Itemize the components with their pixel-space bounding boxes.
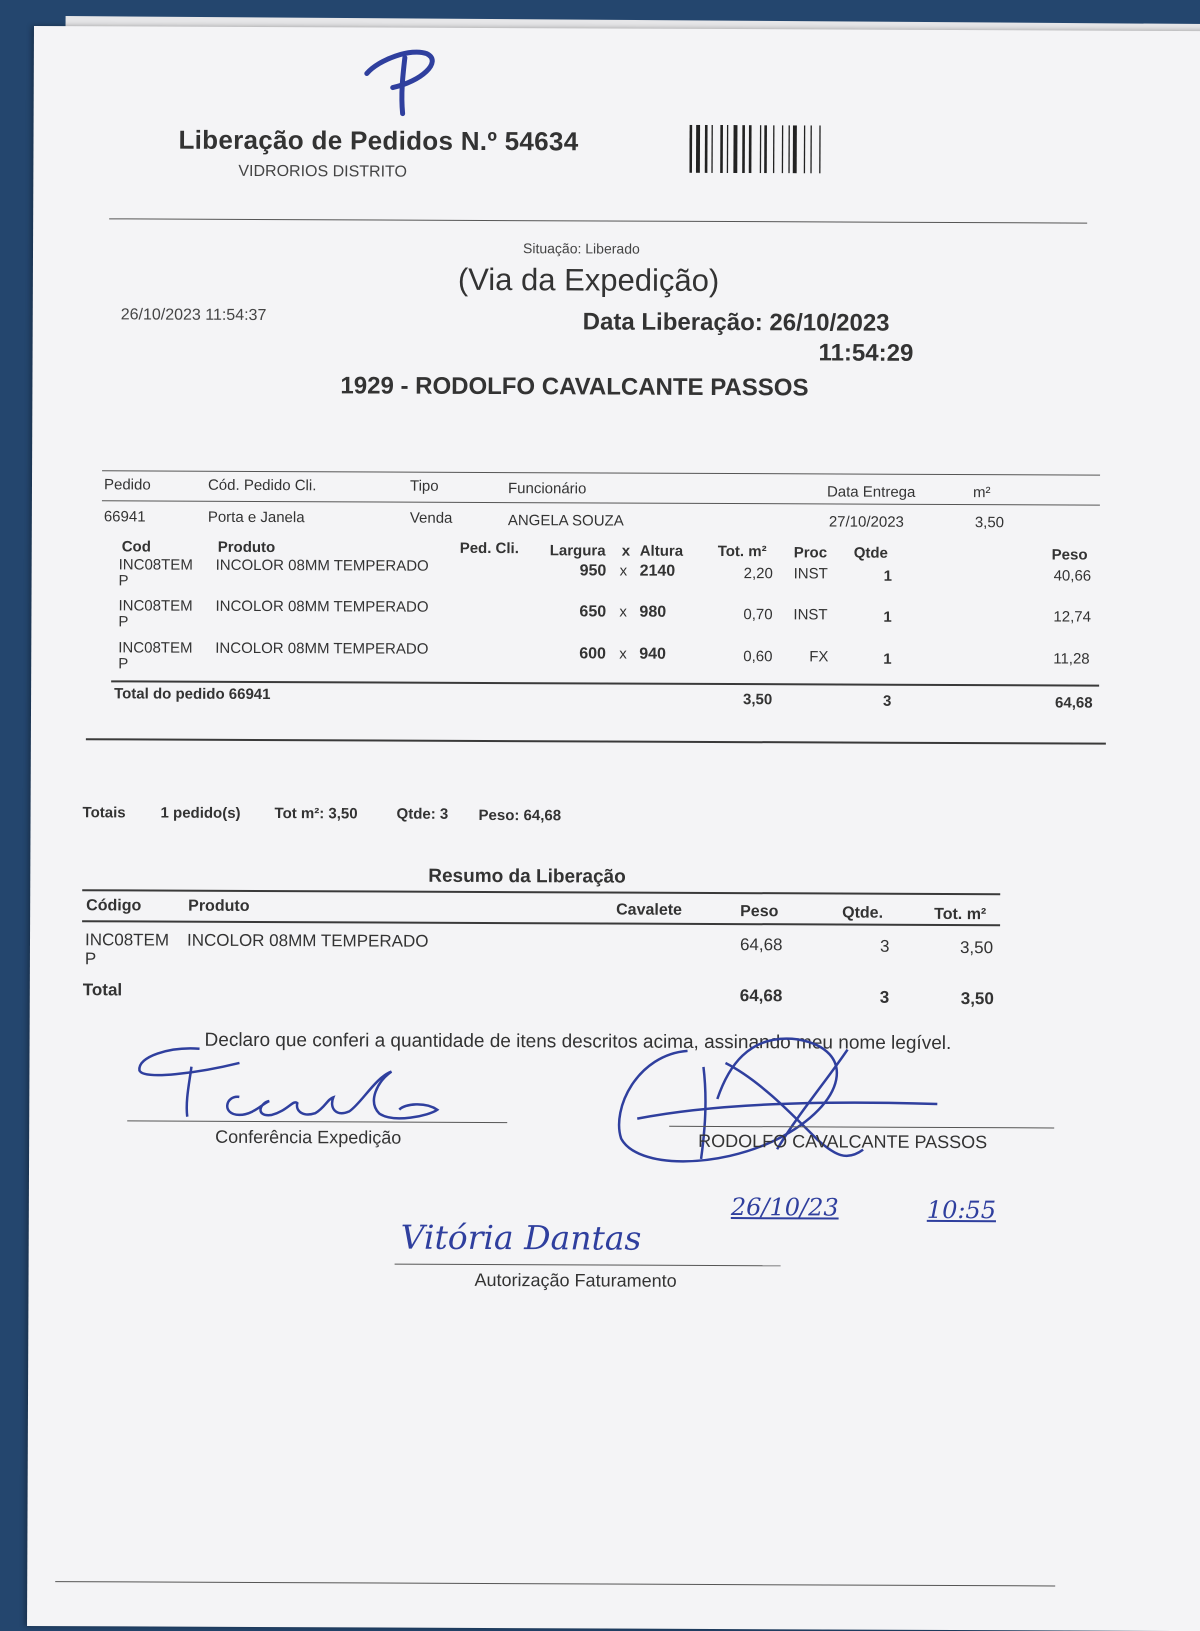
barcode — [689, 125, 861, 174]
resumo-col-cavalete: Cavalete — [616, 901, 683, 919]
release-date: Data Liberação: 26/10/2023 — [582, 308, 890, 337]
resumo-total-peso: 64,68 — [739, 986, 783, 1006]
barcode-bar — [760, 125, 762, 173]
item-1-qtde: 1 — [883, 567, 892, 585]
barcode-bar — [705, 125, 708, 173]
items-section-end-rule — [86, 738, 1106, 744]
barcode-bar — [773, 125, 775, 173]
barcode-bar — [764, 125, 767, 173]
order-total-qtde: 3 — [883, 692, 892, 710]
item-1-cod-cont: P — [118, 572, 129, 590]
item-col-x: x — [621, 542, 631, 560]
item-2-proc: INST — [793, 606, 828, 624]
item-3-produto: INCOLOR 08MM TEMPERADO — [215, 639, 429, 658]
item-3-altura: 940 — [639, 645, 667, 663]
resumo-title: Resumo da Liberação — [428, 865, 626, 888]
item-2-cod: INC08TEM — [118, 597, 193, 615]
company-name: VIDRORIOS DISTRITO — [238, 162, 408, 181]
resumo-row-peso: 64,68 — [739, 935, 783, 955]
item-3-cod-cont: P — [118, 655, 129, 673]
order-cod-pedido-cli: Porta e Janela — [207, 508, 305, 527]
declaration-text: Declaro que conferi a quantidade de itens descritos acima, assinando meu nome legível. — [204, 1029, 952, 1055]
item-3-cod: INC08TEM — [118, 639, 193, 657]
resumo-total-tot-m2: 3,50 — [960, 989, 994, 1009]
order-tipo: Venda — [409, 509, 453, 527]
col-tipo: Tipo — [409, 477, 439, 495]
col-data-entrega: Data Entrega — [826, 483, 916, 501]
barcode-bar — [788, 125, 790, 173]
item-2-peso: 12,74 — [1053, 608, 1092, 626]
item-1-cod: INC08TEM — [118, 556, 193, 574]
resumo-col-peso: Peso — [740, 903, 779, 921]
barcode-bar — [819, 125, 821, 173]
item-2-qtde: 1 — [883, 608, 892, 626]
item-2-x: x — [619, 603, 627, 621]
item-col-cod: Cod — [121, 538, 151, 556]
barcode-bar — [782, 125, 784, 173]
document-title: Liberação de Pedidos N.º 54634 — [178, 124, 579, 157]
item-1-largura: 950 — [579, 562, 607, 580]
barcode-bar — [793, 125, 797, 173]
barcode-bar — [711, 125, 713, 173]
item-3-proc: FX — [809, 648, 829, 666]
resumo-row-produto: INCOLOR 08MM TEMPERADO — [186, 930, 429, 951]
item-col-peso: Peso — [1051, 546, 1088, 564]
handwritten-time: 10:55 — [926, 1195, 997, 1225]
resumo-total-qtde: 3 — [879, 987, 890, 1007]
item-3-largura: 600 — [579, 645, 607, 663]
col-m2: m² — [972, 484, 991, 502]
conferencia-label: Conferência Expedição — [215, 1126, 402, 1148]
item-col-altura: Altura — [639, 542, 684, 560]
barcode-bar — [810, 125, 812, 173]
conferencia-signature — [129, 1036, 459, 1127]
client-sign-label: RODOLFO CAVALCANTE PASSOS — [698, 1130, 988, 1153]
order-pedido: 66941 — [103, 508, 146, 526]
item-col-proc: Proc — [793, 544, 828, 562]
handwritten-p-mark — [359, 41, 449, 121]
item-2-altura: 980 — [639, 603, 667, 621]
barcode-bar — [804, 125, 806, 173]
release-time: 11:54:29 — [818, 339, 914, 367]
client-name: 1929 - RODOLFO CAVALCANTE PASSOS — [340, 372, 809, 402]
release-document — [27, 26, 1200, 1631]
order-header-top-rule — [102, 470, 1100, 475]
print-datetime: 26/10/2023 11:54:37 — [120, 306, 267, 325]
totais-tot-m2: Tot m²: 3,50 — [274, 805, 358, 823]
resumo-row-codigo: INC08TEM — [84, 930, 170, 950]
client-signature — [607, 1019, 948, 1180]
col-cod-pedido-cli: Cód. Pedido Cli. — [207, 476, 317, 495]
item-col-produto: Produto — [217, 538, 276, 557]
item-1-x: x — [619, 562, 628, 580]
totais-pedidos: 1 pedido(s) — [160, 804, 241, 822]
item-1-tot-m2: 2,20 — [743, 565, 773, 583]
item-1-proc: INST — [793, 565, 828, 583]
item-3-x: x — [619, 645, 627, 663]
item-2-produto: INCOLOR 08MM TEMPERADO — [215, 597, 429, 616]
resumo-col-codigo: Código — [86, 897, 142, 915]
resumo-row-qtde: 3 — [879, 936, 890, 956]
authorization-signature-line — [395, 1264, 781, 1267]
barcode-bar — [727, 125, 729, 173]
barcode-bar — [742, 125, 745, 173]
header-divider — [109, 218, 1087, 223]
item-1-peso: 40,66 — [1053, 567, 1092, 585]
barcode-bar — [720, 125, 723, 173]
copy-type: (Via da Expedição) — [457, 261, 720, 298]
resumo-top-rule — [82, 889, 1000, 895]
barcode-bar — [696, 125, 700, 173]
item-2-largura: 650 — [579, 603, 607, 621]
resumo-row-tot-m2: 3,50 — [959, 938, 994, 958]
order-data-entrega: 27/10/2023 — [828, 513, 904, 531]
resumo-col-produto: Produto — [188, 897, 250, 915]
status-situacao: Situação: Liberado — [523, 240, 640, 257]
item-3-peso: 11,28 — [1053, 650, 1090, 668]
item-col-qtde: Qtde — [853, 544, 888, 562]
col-pedido: Pedido — [103, 476, 151, 494]
item-2-cod-cont: P — [118, 613, 129, 631]
authorization-signature: Vitória Dantas — [400, 1217, 642, 1258]
item-1-produto: INCOLOR 08MM TEMPERADO — [215, 556, 429, 575]
order-total-label: Total do pedido 66941 — [114, 685, 271, 704]
item-3-qtde: 1 — [883, 650, 892, 668]
totais-peso: Peso: 64,68 — [478, 806, 562, 825]
order-total-m2: 3,50 — [743, 691, 773, 709]
resumo-total-label: Total — [82, 980, 123, 1000]
totais-label: Totais — [82, 804, 126, 822]
order-header-bottom-rule — [102, 500, 1100, 505]
order-m2: 3,50 — [974, 514, 1005, 532]
item-col-largura: Largura — [549, 542, 606, 560]
resumo-row-codigo-cont: P — [84, 949, 97, 969]
item-col-ped-cli: Ped. Cli. — [459, 539, 519, 558]
barcode-bar — [749, 125, 752, 173]
resumo-col-qtde: Qtde. — [842, 904, 884, 922]
totais-qtde: Qtde: 3 — [396, 805, 449, 823]
page-bottom-rule — [55, 1581, 1055, 1586]
order-funcionario: ANGELA SOUZA — [507, 512, 624, 530]
authorization-label: Autorização Faturamento — [474, 1269, 677, 1291]
order-total-peso: 64,68 — [1055, 694, 1093, 712]
item-2-tot-m2: 0,70 — [743, 606, 773, 624]
item-col-tot-m2: Tot. m² — [717, 542, 767, 561]
barcode-bar — [733, 125, 737, 173]
col-funcionario: Funcionário — [507, 480, 587, 498]
resumo-col-tot-m2: Tot. m² — [934, 905, 987, 924]
item-3-tot-m2: 0,60 — [743, 648, 773, 666]
barcode-bar — [689, 125, 692, 173]
item-1-altura: 2140 — [639, 562, 676, 580]
handwritten-date: 26/10/23 — [730, 1193, 839, 1222]
